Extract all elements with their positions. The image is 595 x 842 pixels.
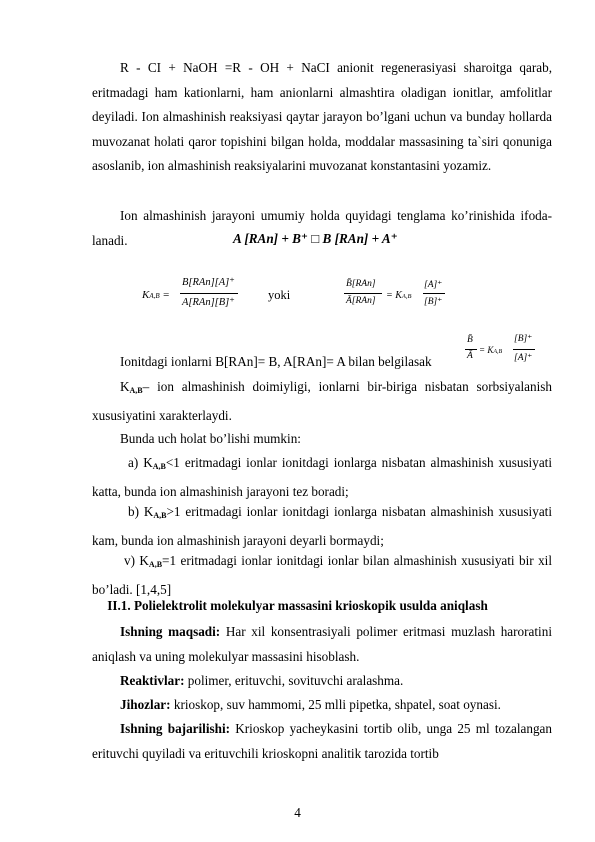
line-designation: Ionitdagi ionlarni B[RAn]= B, A[RAn]= A bilan belgilasak [120, 354, 432, 369]
paragraph-regeneration: R - CI + NaOH =R - OH + NaCI anionit regenerasiyasi sharoitga qarab, eritmadagi ham kationlarni, ham anionlarni almashtira oladigan ionitlar, amfolitlar deyiladi. Ion almashinish reaksiyasi qaytar jarayon bo’lgani uchun va bunday hollarda muvozanat holati qaror topishini bilgan holda, moddalar massasining ta`siri qonuniga asoslanib, ion almashinish reaksiyalarini muvozanat konstantasini yozamiz. [92, 60, 552, 173]
fraction3-denominator: [B]⁺ [424, 297, 443, 307]
fraction2-bar [344, 293, 382, 294]
k-symbol-3: = KA,B [479, 345, 503, 355]
fraction2-denominator: Ā[RAn] [346, 296, 376, 306]
k-symbol-2: = KA,B [386, 290, 412, 301]
eq3-numerator: B̄ [467, 335, 473, 345]
eq3-right-denominator: [A]⁺ [514, 353, 533, 363]
eq3-right-numerator: [B]⁺ [514, 334, 533, 344]
paragraph-aim: Ishning maqsadi: Har xil konsentrasiyali polimer eritmasi muzlash haroratini aniqlash va uning molekulyar massasini hisoblash. [92, 624, 552, 664]
paragraph-reagents: Reaktivlar: polimer, erituvchi, sovituvchi aralashma. [120, 673, 404, 688]
paragraph-general-equation: Ion almashinish jarayoni umumiy holda quyidagi tenglama ko’rinishida ifoda- lanadi. [92, 208, 552, 248]
section-heading: II.1. Polielektrolit molekulyar massasini krioskopik usulda aniqlash [107, 598, 488, 613]
eq3-right-bar [513, 349, 535, 350]
eq3-denominator: Ā [467, 351, 473, 361]
fraction1-bar [180, 293, 238, 294]
paragraph-case-v: v) $K_{A,B}=1$ eritmadagi ionlar ionitdagi ionlar bilan almashinish xususiyati bir xil bo’ladi. [1,4,5] [92, 553, 552, 597]
k-symbol: KA,B = [142, 289, 170, 301]
yoki-word: yoki [268, 288, 291, 302]
paragraph-equipment: Jihozlar: krioskop, suv hammomi, 25 mlli pipetka, shpatel, soat oynasi. [120, 697, 501, 712]
paragraph-case-b: b) $K_{A,B}>1$ eritmadagi ionlar ionitdagi ionlarga nisbatan almashinish xususiyati kam, bunda ion almashinish jarayoni deyarli bormaydi; [92, 504, 552, 548]
paragraph-kab: $K_{A,B}-$ ion almashinish doimiyligi, ionlarni bir-biriga nisbatan sorbsiyalanish xususiyatini xarakterlaydi. [92, 379, 552, 423]
paragraph-procedure: Ishning bajarilishi: Krioskop yacheykasini tortib olib, unga 25 ml tozalangan erituvchi quyiladi va erituvchili krioskopni analitik tarozida tortib [92, 721, 552, 761]
page-number: 4 [294, 805, 301, 820]
fraction1-numerator: B[RAn][A]⁺ [182, 277, 235, 288]
paragraph-case-a: a) $K_{A,B}<1$ eritmadagi ionlar ionitdagi ionlarga nisbatan almashinish xususiyati katta, bunda ion almashinish jarayoni tez boradi; [92, 455, 552, 499]
equation-ion-exchange: A [RAn] + B⁺ □ B [RAn] + A⁺ [233, 231, 398, 246]
fraction1-denominator: A[RAn][B]⁺ [182, 297, 235, 308]
fraction3-numerator: [A]⁺ [424, 280, 443, 290]
fraction2-numerator: B̄[RAn] [346, 279, 376, 289]
eq3-bar [465, 349, 477, 350]
line-three-cases: Bunda uch holat bo’lishi mumkin: [120, 431, 301, 446]
fraction3-bar [423, 293, 445, 294]
